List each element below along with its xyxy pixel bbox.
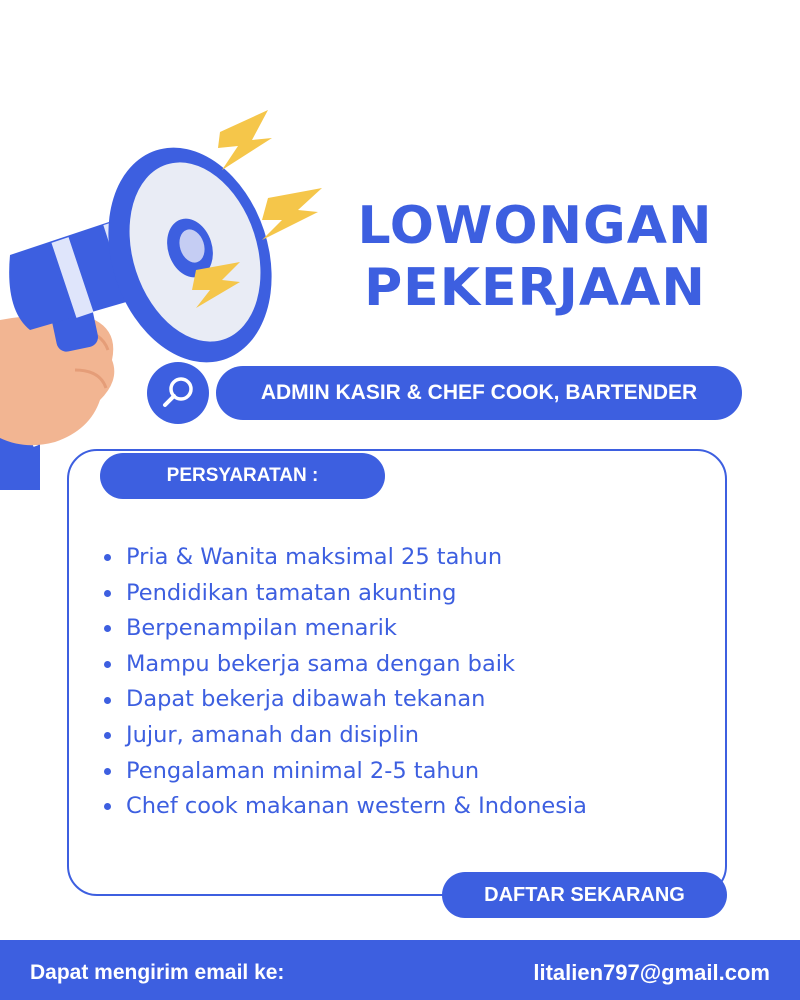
bullet-icon: [104, 697, 111, 704]
search-icon: [158, 373, 198, 413]
bullet-icon: [104, 661, 111, 668]
list-item: [104, 540, 704, 576]
footer-bar: [0, 940, 800, 1000]
requirements-list: [104, 540, 704, 825]
search-badge: [147, 362, 209, 424]
list-item: [104, 789, 704, 825]
bullet-icon: [104, 590, 111, 597]
bullet-icon: [104, 768, 111, 775]
job-position-pill: ADMIN KASIR & CHEF COOK, BARTENDER: [216, 366, 742, 420]
requirement-text: Pendidikan tamatan akunting: [126, 579, 457, 606]
headline-line-1: LOWONGAN: [357, 196, 713, 256]
lightning-icon: [218, 110, 272, 170]
bullet-icon: [104, 625, 111, 632]
requirement-text: Berpenampilan menarik: [126, 615, 397, 642]
requirement-text: Pengalaman minimal 2-5 tahun: [126, 757, 480, 784]
list-item: [104, 576, 704, 612]
page-title: [330, 195, 740, 319]
megaphone-in-hand-icon: [0, 70, 340, 490]
list-item: [104, 647, 704, 683]
bullet-icon: [104, 554, 111, 561]
email-address[interactable]: litalien797@gmail.com: [533, 960, 770, 985]
headline-line-2: PEKERJAAN: [364, 258, 706, 318]
requirement-text: Mampu bekerja sama dengan baik: [126, 650, 516, 677]
requirements-title: PERSYARATAN :: [100, 453, 385, 499]
bullet-icon: [104, 803, 111, 810]
list-item: [104, 754, 704, 790]
requirement-text: Pria & Wanita maksimal 25 tahun: [126, 544, 503, 570]
requirement-text: Chef cook makanan western & Indonesia: [126, 793, 587, 820]
list-item: [104, 611, 704, 647]
requirement-text: Dapat bekerja dibawah tekanan: [126, 686, 486, 713]
bullet-icon: [104, 732, 111, 739]
email-prompt: Dapat mengirim email ke:: [30, 961, 285, 984]
list-item: [104, 682, 704, 718]
apply-now-button[interactable]: DAFTAR SEKARANG: [442, 872, 727, 918]
requirement-text: Jujur, amanah dan disiplin: [126, 721, 419, 748]
list-item: [104, 718, 704, 754]
lightning-icon: [262, 188, 322, 240]
